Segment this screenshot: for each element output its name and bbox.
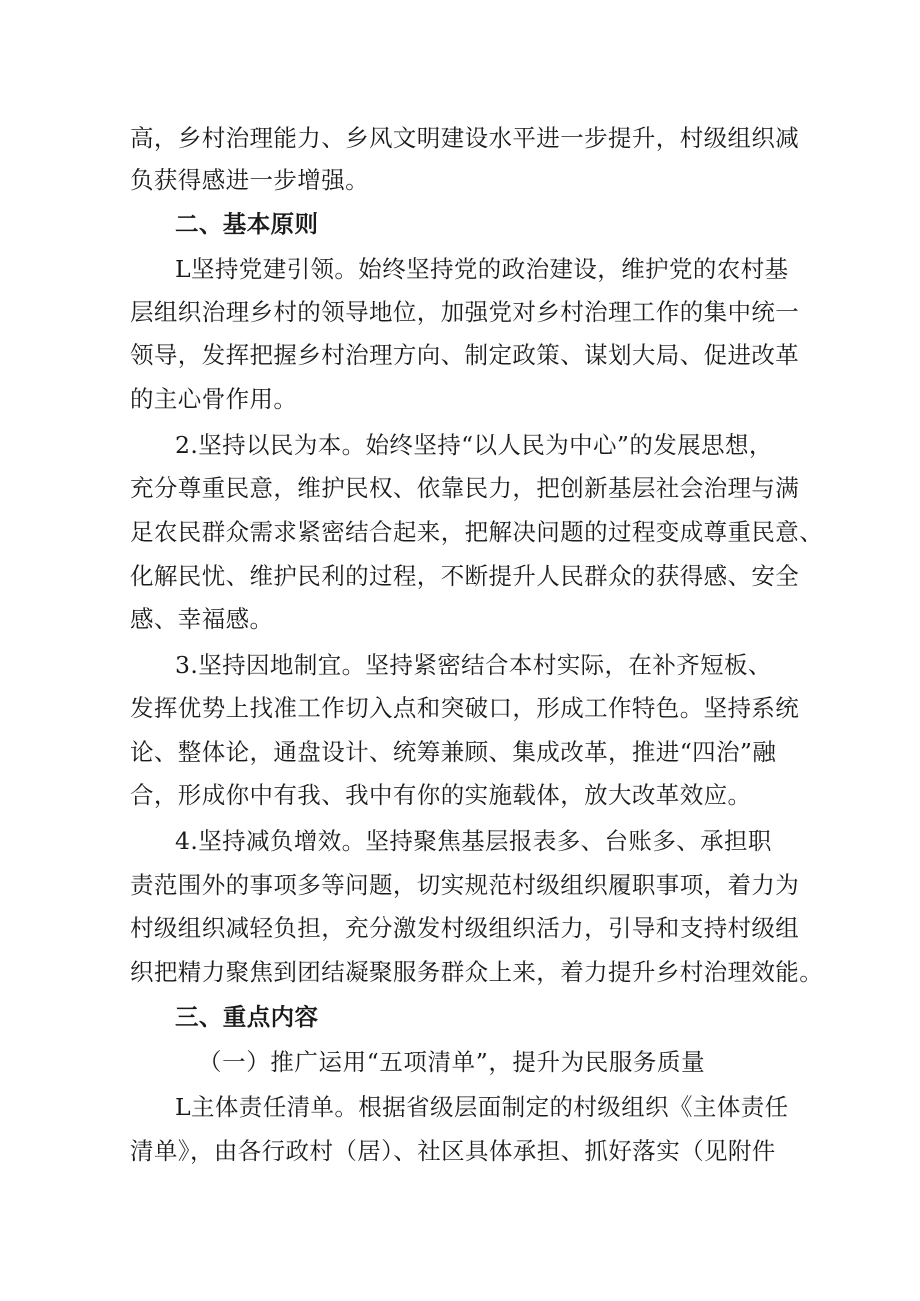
- paragraph-line: 足农民群众需求紧密结合起来，把解决问题的过程变成尊重民意、: [130, 518, 824, 546]
- paragraph-line: 层组织治理乡村的领导地位，加强党对乡村治理工作的集中统一: [130, 298, 800, 326]
- paragraph-line: 织把精力聚焦到团结凝聚服务群众上来，着力提升乡村治理效能。: [130, 958, 824, 986]
- paragraph-line: 负获得感进一步增强。: [130, 166, 369, 194]
- paragraph-line: L主体责任清单。根据省级层面制定的村级组织《主体责任: [175, 1093, 789, 1121]
- subsection-heading: （一）推广运用“五项清单”，提升为民服务质量: [198, 1048, 706, 1076]
- paragraph-line: 村级组织减轻负担，充分激发村级组织活力，引导和支持村级组: [130, 914, 800, 942]
- section-heading-key-content: 三、重点内容: [175, 1003, 319, 1031]
- paragraph-line: 充分尊重民意，维护民权、依靠民力，把创新基层社会治理与满: [130, 474, 800, 502]
- paragraph-line: 合，形成你中有我、我中有你的实施载体，放大改革效应。: [130, 781, 752, 809]
- paragraph-line: 的主心骨作用。: [130, 385, 298, 413]
- paragraph-line: 责范围外的事项多等问题，切实规范村级组织履职事项，着力为: [130, 871, 800, 899]
- paragraph-line: 清单》，由各行政村（居）、社区具体承担、抓好落实（见附件: [130, 1137, 776, 1165]
- paragraph-line: 领导，发挥把握乡村治理方向、制定政策、谋划大局、促进改革: [130, 341, 800, 369]
- paragraph-line: 感、幸福感。: [130, 605, 274, 633]
- paragraph-line: L坚持党建引领。始终坚持党的政治建设，维护党的农村基: [175, 255, 789, 283]
- paragraph-line: 4.坚持减负增效。坚持聚焦基层报表多、台账多、承担职: [175, 827, 772, 855]
- section-heading-basic-principles: 二、基本原则: [175, 210, 319, 238]
- paragraph-line: 3.坚持因地制宜。坚持紧密结合本村实际，在补齐短板、: [175, 651, 772, 679]
- paragraph-line: 发挥优势上找准工作切入点和突破口，形成工作特色。坚持系统: [130, 694, 800, 722]
- paragraph-line: 高，乡村治理能力、乡风文明建设水平进一步提升，村级组织减: [130, 124, 800, 152]
- paragraph-line: 化解民忧、维护民利的过程，不断提升人民群众的获得感、安全: [130, 562, 800, 590]
- paragraph-line: 论、整体论，通盘设计、统筹兼顾、集成改革，推进“四治”融: [130, 738, 777, 766]
- paragraph-line: 2.坚持以民为本。始终坚持“以人民为中心”的发展思想，: [175, 431, 773, 459]
